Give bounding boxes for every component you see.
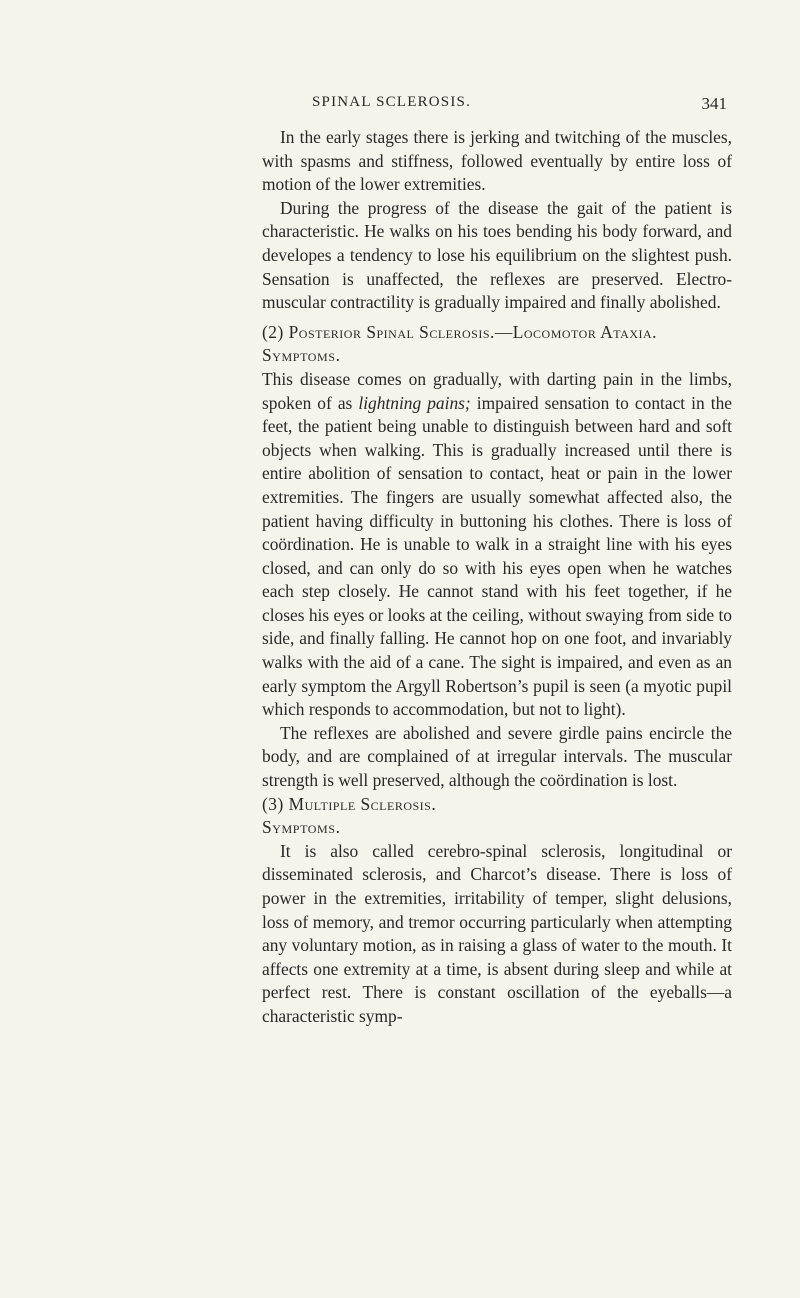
paragraph-multiple-sclerosis: It is also called cerebro-spinal sclerosis, longitudinal or disseminated sclerosis, and Charcot’s disease. There is loss of power in the extremities, irritability of temper, slight delusions, loss of memory, and tremor occurring particularly when attempting any voluntary motion, as in raising a glass of water to the mouth. It affects one extremity at a time, is absent during sleep and while at perfect rest. There is constant oscillation of the eyeballs—a characteristic symp-	[262, 840, 732, 1026]
italic-term: lightning pains;	[358, 392, 471, 413]
text-run: This disease comes on gradually, with darting pain in the limbs, spoken of as	[262, 368, 732, 413]
page-number: 341	[701, 94, 727, 113]
paragraph-reflexes: The reflexes are abolished and severe girdle pains encircle the body, and are complained of at irregular intervals. The muscular strength is well preserved, although the coördination is lost.	[262, 722, 732, 791]
symptoms-subheading: Symptoms.	[262, 345, 341, 366]
symptoms-subheading: Symptoms.	[262, 817, 341, 838]
body-text	[262, 126, 732, 1029]
page-header	[312, 94, 727, 120]
running-head: SPINAL SCLEROSIS.	[312, 94, 472, 110]
paragraph-locomotor-ataxia	[262, 368, 732, 722]
paragraph-early-stages: In the early stages there is jerking and twitching of the muscles, with spasms and stiffness, followed eventually by entire loss of motion of the lower extremities.	[262, 127, 732, 195]
section-heading-multiple-sclerosis: (3) Multiple Sclerosis.	[262, 793, 437, 814]
section-heading-posterior-sclerosis: (2) Posterior Spinal Sclerosis.—Locomotor Ataxia.	[262, 321, 657, 342]
paragraph-gait: During the progress of the disease the gait of the patient is characteristic. He walks on his toes bending his body forward, and developes a tendency to lose his equilibrium on the slightest push. Sensation is unaffected, the reflexes are preserved. Electro-muscular contractility is gradually impaired and finally abolished.	[262, 197, 732, 313]
text-run: impaired sensation to contact in the feet, the patient being unable to distinguish between hard and soft objects when walking. This is gradually increased until there is entire abolition of sensation to contact, heat or pain in the lower extremities. The fingers are usually somewhat affected also, the patient having difficulty in buttoning his clothes. There is loss of coördination. He is unable to walk in a straight line with his eyes closed, and can only do so with his eyes open when he watches each step closely. He cannot stand with his feet together, if he closes his eyes or looks at the ceiling, without swaying from side to side, and finally falling. He cannot hop on one foot, and invariably walks with the aid of a cane. The sight is impaired, and even as an early symptom the Argyll Robertson’s pupil is seen (a myotic pupil which responds to accommodation, but not to light).	[262, 392, 732, 720]
